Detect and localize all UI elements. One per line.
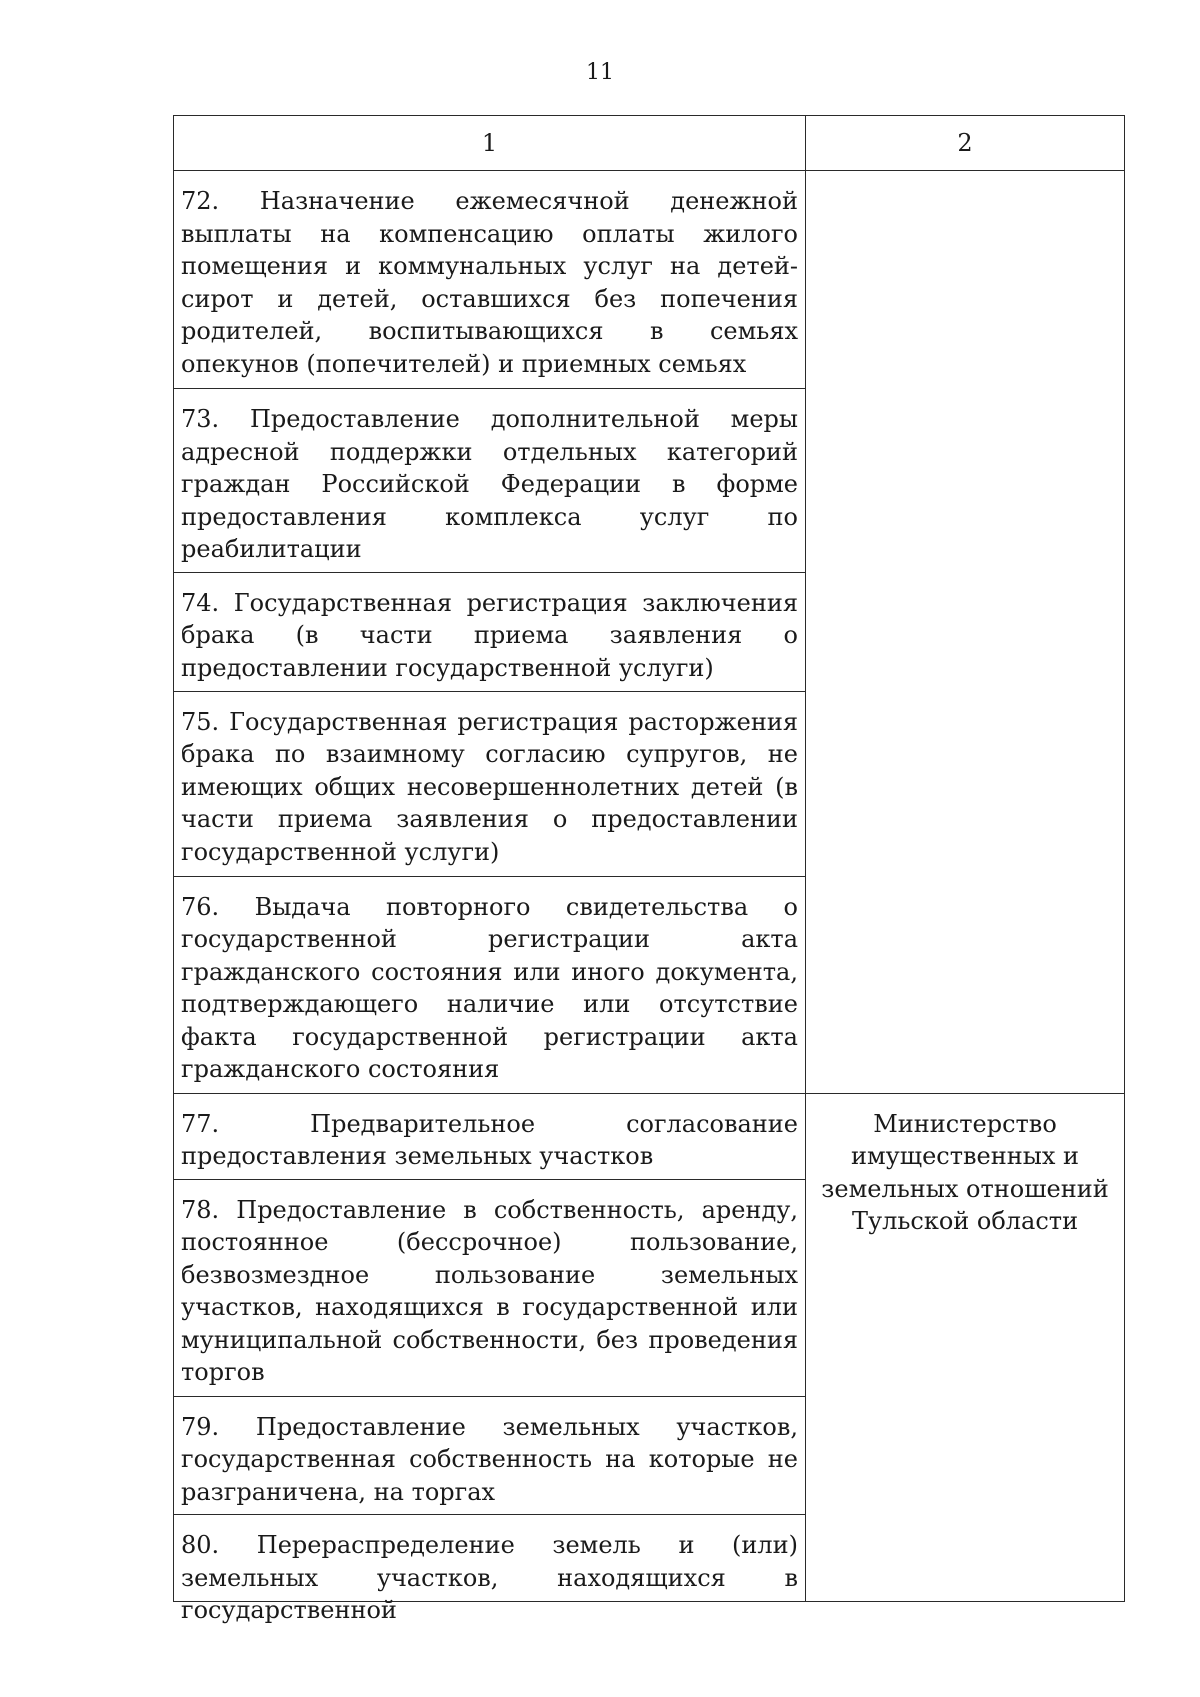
column-header-2: 2 xyxy=(806,116,1125,171)
service-text: 72. Назначение ежемесячной денежной выплаты на компенсацию оплаты жилого помещения и коммунальных услуг на детей-сирот и детей, оставшихся без попечения родителей, воспитывающихся в семьях опекунов (попечителей) и приемных семьях xyxy=(181,187,798,378)
service-cell xyxy=(174,1515,806,1624)
service-cell xyxy=(174,171,806,389)
service-text: 74. Государственная регистрация заключения брака (в части приема заявления о предоставлении государственной услуги) xyxy=(181,588,798,682)
organization-cell xyxy=(806,1093,1125,1602)
service-cell xyxy=(174,876,806,1093)
column-header-1: 1 xyxy=(174,116,806,171)
service-cell xyxy=(174,389,806,573)
service-cell xyxy=(174,1093,806,1179)
service-text: 80. Перераспределение земель и (или) земельных участков, находящихся в государственной xyxy=(181,1531,798,1624)
service-text: 79. Предоставление земельных участков, государственная собственность на которые не разграничена, на торгах xyxy=(181,1412,798,1506)
service-cell xyxy=(174,572,806,691)
service-cell xyxy=(174,691,806,876)
table-header-row xyxy=(174,116,1125,171)
table-row xyxy=(174,171,1125,389)
page-number: 11 xyxy=(586,60,614,85)
table-row xyxy=(174,1093,1125,1179)
service-text: 77. Предварительное согласование предоставления земельных участков xyxy=(181,1109,798,1170)
organization-name: Министерство имущественных и земельных отношений Тульской области xyxy=(821,1109,1109,1235)
service-text: 75. Государственная регистрация расторжения брака по взаимному согласию супругов, не имеющих общих несовершеннолетних детей (в части приема заявления о предоставлении государственной услуги) xyxy=(181,707,798,866)
service-cell xyxy=(174,1396,806,1515)
service-cell xyxy=(174,1179,806,1396)
service-text: 78. Предоставление в собственность, аренду, постоянное (бессрочное) пользование, безвозмездное пользование земельных участков, находящихся в государственной или муниципальной собственности, без проведения торгов xyxy=(181,1195,798,1386)
service-text: 73. Предоставление дополнительной меры адресной поддержки отдельных категорий граждан Российской Федерации в форме предоставления комплекса услуг по реабилитации xyxy=(181,405,798,563)
services-table xyxy=(173,115,1125,1624)
organization-cell-empty xyxy=(806,171,1125,1094)
service-text: 76. Выдача повторного свидетельства о государственной регистрации акта гражданского состояния или иного документа, подтверждающего наличие или отсутствие факта государственной регистрации акта гражданского состояния xyxy=(181,892,798,1083)
